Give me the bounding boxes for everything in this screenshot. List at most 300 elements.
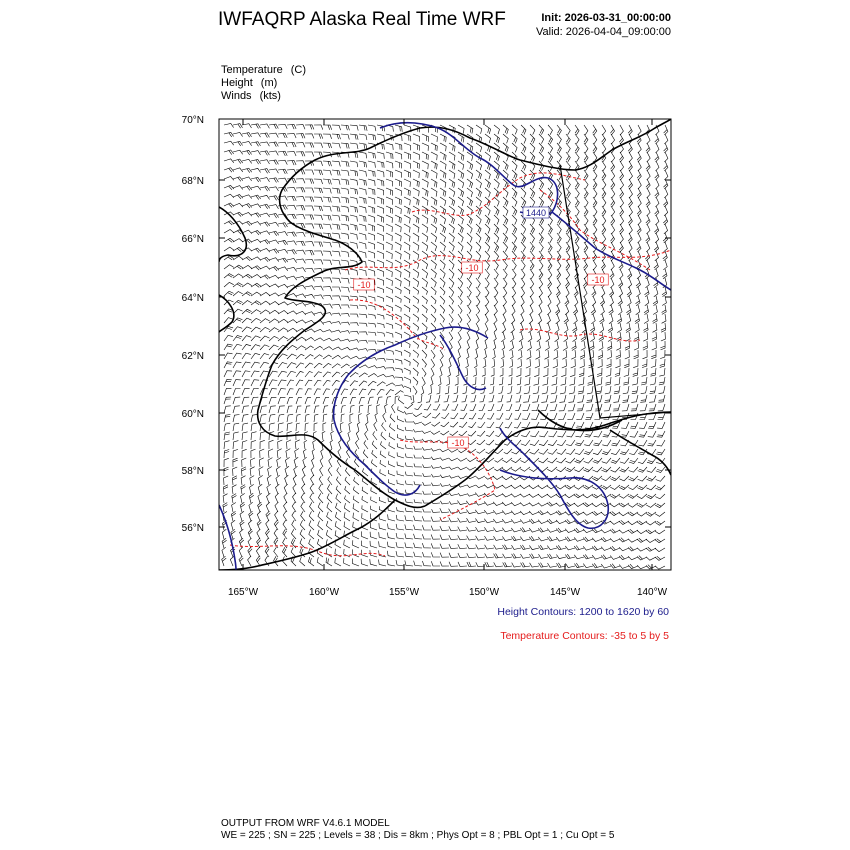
- wind-barb: [437, 386, 441, 394]
- wind-barb: [431, 535, 440, 540]
- wind-barb: [485, 545, 494, 549]
- wind-barb: [269, 214, 279, 219]
- wind-barb: [574, 555, 584, 559]
- wind-barb: [663, 269, 668, 279]
- wind-barb: [601, 555, 611, 560]
- temperature-contour-legend: Temperature Contours: -35 to 5 by 5: [500, 630, 669, 642]
- wind-barb: [278, 380, 286, 386]
- wind-barb: [339, 440, 342, 449]
- wind-barb: [453, 395, 459, 402]
- wind-barb: [301, 511, 305, 521]
- wind-barb: [584, 206, 588, 216]
- wind-barb: [359, 305, 367, 309]
- wind-barb: [646, 197, 650, 207]
- wind-barb: [323, 423, 326, 431]
- wind-barb: [404, 350, 410, 357]
- wind-barb: [233, 239, 243, 242]
- wind-barb: [332, 330, 341, 333]
- wind-barb: [398, 396, 404, 404]
- wind-barb: [386, 287, 392, 293]
- wind-barb: [314, 397, 320, 404]
- wind-barb: [602, 170, 606, 180]
- wind-barb: [450, 431, 458, 436]
- wind-barb: [395, 385, 404, 388]
- wind-barb: [521, 179, 526, 189]
- wind-barb: [503, 305, 506, 315]
- wind-barb: [602, 134, 606, 144]
- wind-barb: [494, 314, 498, 324]
- wind-barb: [646, 512, 656, 516]
- wind-barb: [310, 484, 314, 494]
- wind-barb: [405, 524, 413, 530]
- wind-barb: [353, 496, 359, 503]
- field-name: Winds: [221, 90, 252, 102]
- wind-barb: [512, 161, 517, 170]
- wind-barb: [332, 347, 341, 350]
- wind-barb: [467, 332, 470, 341]
- wind-barb: [467, 527, 476, 531]
- wind-barb: [610, 278, 614, 288]
- wind-barb: [611, 215, 615, 225]
- wind-barb: [395, 233, 401, 241]
- wind-barb: [521, 251, 525, 261]
- wind-barb: [506, 404, 512, 411]
- wind-barb: [386, 170, 393, 177]
- wind-barb: [512, 296, 515, 306]
- wind-barb: [251, 292, 261, 296]
- wind-barb: [629, 458, 638, 464]
- wind-barb: [353, 504, 359, 513]
- field-unit: (kts): [259, 90, 281, 102]
- wind-barb: [502, 467, 512, 471]
- wind-barb: [251, 301, 261, 305]
- wind-barb: [458, 476, 467, 479]
- wind-barb: [404, 332, 410, 339]
- wind-barb: [546, 332, 550, 342]
- wind-barb: [240, 502, 245, 512]
- wind-barb: [646, 547, 656, 551]
- wind-barb: [404, 152, 411, 160]
- wind-barb: [368, 242, 375, 249]
- wind-barb: [475, 350, 478, 359]
- wind-barb: [422, 224, 428, 233]
- wind-barb: [223, 494, 227, 503]
- wind-barb: [395, 179, 402, 187]
- wind-barb: [547, 305, 551, 315]
- wind-barb: [629, 449, 638, 455]
- wind-barb: [647, 458, 656, 464]
- wind-barb: [413, 179, 419, 187]
- wind-barb: [350, 134, 358, 140]
- wind-barb: [598, 350, 603, 359]
- wind-barb: [440, 544, 449, 549]
- wind-barb: [655, 170, 659, 180]
- wind-barb: [223, 503, 228, 512]
- wind-barb: [278, 258, 288, 263]
- wind-barb: [548, 563, 558, 567]
- wind-barb: [326, 548, 332, 557]
- wind-barb: [233, 415, 240, 423]
- wind-barb: [386, 350, 394, 355]
- wind-barb: [353, 487, 359, 495]
- wind-barb: [557, 260, 561, 270]
- wind-barb: [514, 422, 521, 428]
- wind-barb: [368, 224, 375, 231]
- wind-barb: [452, 404, 459, 410]
- wind-barb: [517, 359, 522, 368]
- wind-barb: [224, 168, 234, 173]
- wind-barb: [368, 405, 372, 413]
- wind-barb: [269, 133, 278, 137]
- wind-barb: [296, 277, 306, 281]
- wind-barb: [260, 151, 269, 156]
- wind-barb: [422, 287, 428, 295]
- wind-barb: [466, 350, 469, 359]
- wind-barb: [284, 493, 287, 503]
- wind-barb: [241, 493, 245, 503]
- wind-barb: [345, 468, 350, 476]
- wind-barb: [611, 161, 615, 171]
- wind-barb: [431, 233, 437, 242]
- wind-barb: [548, 152, 553, 162]
- wind-barb: [350, 373, 358, 378]
- wind-barb: [637, 485, 647, 490]
- wind-barb: [583, 296, 587, 306]
- wind-barb: [560, 386, 566, 394]
- wind-barb: [548, 458, 558, 463]
- wind-barb: [242, 142, 252, 146]
- wind-barb: [620, 161, 624, 171]
- wind-barb: [305, 251, 314, 256]
- wind-barb: [556, 555, 566, 559]
- wind-barb: [501, 350, 504, 359]
- wind-barb: [647, 206, 650, 216]
- wind-barb: [330, 440, 333, 449]
- wind-barb: [458, 278, 463, 288]
- wind-barb: [592, 296, 596, 306]
- wind-barb: [477, 449, 486, 453]
- wind-barb: [359, 314, 367, 318]
- wind-barb: [251, 327, 261, 332]
- wind-barb: [286, 449, 290, 458]
- wind-barb: [381, 441, 387, 449]
- wind-barb: [485, 554, 494, 558]
- wind-barb: [618, 278, 622, 288]
- wind-barb: [442, 404, 449, 410]
- wind-barb: [233, 353, 242, 359]
- wind-barb: [340, 423, 343, 432]
- wind-barb: [296, 337, 306, 341]
- wind-barb: [397, 471, 404, 476]
- wind-barb: [467, 553, 476, 558]
- wind-barb: [517, 377, 521, 385]
- wind-barb: [622, 395, 629, 402]
- wind-barb: [332, 215, 340, 221]
- wind-barb: [292, 511, 296, 521]
- wind-barb: [440, 197, 446, 206]
- wind-barb: [274, 529, 278, 539]
- wind-barb: [404, 260, 410, 269]
- wind-barb: [643, 323, 648, 332]
- wind-barb: [314, 363, 322, 368]
- wind-barb: [368, 296, 375, 301]
- wind-barb: [440, 314, 445, 322]
- wind-barb: [242, 371, 250, 377]
- wind-barb: [422, 278, 428, 287]
- wind-barb: [332, 125, 341, 130]
- wind-barb: [350, 381, 358, 386]
- wind-barb: [357, 422, 360, 431]
- wind-barb: [278, 276, 288, 280]
- wind-barb: [505, 413, 512, 419]
- wind-barb: [581, 332, 586, 342]
- wind-barb: [503, 125, 508, 134]
- wind-barb: [645, 278, 649, 288]
- wind-barb: [573, 332, 577, 342]
- wind-barb: [481, 377, 485, 385]
- wind-barb: [591, 305, 596, 315]
- wind-barb: [502, 485, 512, 488]
- wind-barb: [314, 197, 323, 202]
- wind-barb: [608, 332, 612, 342]
- wind-barb: [654, 269, 658, 279]
- wind-barb: [405, 515, 413, 521]
- wind-barb: [260, 222, 270, 227]
- wind-barb: [368, 341, 376, 344]
- wind-barb: [646, 179, 650, 189]
- wind-barb: [646, 565, 656, 569]
- wind-barb: [569, 386, 575, 394]
- wind-barb: [441, 413, 449, 419]
- wind-barb: [583, 520, 593, 524]
- wind-barb: [458, 341, 461, 350]
- wind-barb: [396, 551, 404, 557]
- wind-barb: [449, 526, 458, 531]
- wind-barb: [233, 371, 241, 377]
- wind-barb: [422, 561, 431, 566]
- wind-barb: [449, 260, 454, 269]
- wind-barb: [396, 524, 404, 530]
- wind-barb: [386, 314, 393, 320]
- wind-barb: [359, 134, 367, 140]
- wind-barb: [527, 350, 531, 359]
- wind-barb: [296, 389, 303, 395]
- wind-barb: [536, 341, 540, 351]
- wind-barb: [619, 520, 629, 524]
- wind-barb: [574, 494, 584, 498]
- wind-barb: [460, 413, 467, 419]
- wind-barb: [224, 380, 232, 386]
- wind-barb: [449, 359, 452, 368]
- wind-barb: [344, 522, 350, 531]
- wind-barb: [484, 519, 494, 523]
- wind-barb: [440, 483, 449, 486]
- wind-barb: [564, 323, 568, 333]
- wind-barb: [260, 354, 269, 360]
- wind-barb: [639, 440, 648, 446]
- wind-barb: [571, 359, 576, 368]
- wind-barb: [292, 520, 296, 530]
- wind-barb: [365, 431, 368, 440]
- wind-barb: [539, 152, 544, 162]
- wind-barb: [484, 502, 494, 506]
- wind-barb: [257, 511, 261, 521]
- wind-barb: [422, 368, 426, 377]
- wind-barb: [344, 512, 350, 521]
- wind-barb: [337, 467, 341, 476]
- contour-label: -10: [357, 280, 371, 290]
- wind-barb: [395, 332, 401, 338]
- wind-barb: [300, 520, 305, 530]
- wind-barb: [583, 537, 593, 542]
- wind-barb: [287, 267, 297, 271]
- wind-barb: [574, 538, 584, 542]
- wind-barb: [431, 242, 437, 251]
- wind-barb: [440, 296, 445, 304]
- wind-barb: [520, 527, 530, 532]
- wind-barb: [224, 194, 234, 198]
- wind-barb: [350, 414, 353, 422]
- wind-barb: [556, 467, 566, 472]
- wind-barb: [349, 422, 352, 431]
- wind-barb: [257, 520, 261, 530]
- wind-barb: [610, 296, 614, 306]
- wind-barb: [557, 431, 566, 437]
- wind-barb: [547, 528, 557, 532]
- wind-barb: [224, 274, 234, 278]
- wind-barb: [350, 197, 358, 204]
- wind-barb: [539, 125, 544, 135]
- wind-barb: [584, 467, 594, 472]
- wind-barb: [260, 362, 269, 368]
- wind-barb: [523, 404, 530, 411]
- wind-barb: [449, 296, 454, 304]
- wind-barb: [503, 554, 512, 558]
- wind-barb: [498, 395, 503, 402]
- wind-barb: [283, 520, 287, 530]
- wind-barb: [611, 179, 615, 189]
- wind-barb: [317, 557, 323, 566]
- wind-barb: [538, 510, 548, 514]
- wind-barb: [422, 350, 427, 358]
- wind-barb: [413, 314, 419, 322]
- wind-barb: [413, 134, 420, 142]
- wind-barb: [648, 440, 657, 446]
- wind-barb: [654, 224, 658, 234]
- wind-barb: [314, 389, 321, 395]
- wind-barb: [494, 287, 498, 297]
- wind-barb: [440, 269, 445, 278]
- field-name: Temperature: [221, 64, 283, 76]
- wind-barb: [278, 389, 286, 395]
- wind-barb: [405, 551, 413, 557]
- wind-barb: [476, 197, 481, 206]
- wind-barb: [294, 466, 298, 476]
- wind-barb: [467, 125, 473, 134]
- wind-barb: [269, 178, 278, 183]
- wind-barb: [422, 323, 427, 331]
- wind-barb: [296, 215, 305, 220]
- wind-barb: [323, 215, 331, 220]
- wind-barb: [386, 206, 392, 214]
- wind-barb: [251, 440, 256, 449]
- wind-barb: [539, 269, 543, 279]
- wind-barb: [512, 563, 521, 567]
- wind-barb: [414, 464, 422, 468]
- wind-barb: [511, 314, 515, 324]
- wind-barb: [492, 350, 495, 359]
- wind-barb: [414, 481, 422, 485]
- wind-barb: [368, 215, 375, 222]
- wind-barb: [512, 287, 516, 297]
- wind-barb: [269, 187, 279, 191]
- wind-barb: [574, 511, 584, 515]
- wind-barb: [363, 450, 368, 458]
- wind-barb: [431, 152, 437, 160]
- wind-barb: [494, 296, 498, 306]
- wind-barb: [602, 440, 611, 446]
- wind-barb: [278, 328, 288, 332]
- wind-barb: [341, 161, 349, 167]
- wind-barb: [296, 363, 304, 368]
- wind-barb: [468, 422, 476, 428]
- wind-barb: [512, 224, 517, 234]
- wind-barb: [260, 406, 267, 413]
- wind-barb: [547, 511, 557, 515]
- wind-barb: [454, 386, 458, 394]
- wind-barb: [592, 287, 596, 297]
- wind-barb: [386, 332, 393, 338]
- wind-barb: [656, 179, 659, 189]
- wind-barb: [638, 161, 641, 171]
- wind-barb: [395, 143, 402, 150]
- wind-barb: [507, 395, 512, 402]
- wind-barb: [530, 269, 534, 279]
- wind-barb: [646, 260, 650, 270]
- wind-barb: [224, 203, 234, 207]
- wind-barb: [332, 251, 340, 257]
- wind-barb: [368, 179, 375, 186]
- wind-barb: [305, 286, 315, 290]
- wind-barb: [405, 560, 413, 566]
- wind-barb: [341, 278, 349, 284]
- wind-barb: [305, 259, 314, 264]
- wind-barb: [422, 552, 431, 557]
- wind-barb: [395, 224, 401, 232]
- wind-barb: [274, 538, 278, 548]
- wind-barb: [565, 305, 569, 315]
- wind-barb: [368, 134, 376, 140]
- wind-barb: [634, 341, 639, 350]
- wind-barb: [499, 377, 503, 385]
- wind-barb: [312, 449, 315, 458]
- wind-barb: [432, 492, 441, 495]
- wind-barb: [305, 389, 312, 395]
- wind-barb: [557, 233, 561, 243]
- wind-barb: [224, 406, 231, 413]
- wind-barb: [586, 395, 593, 402]
- wind-barb: [489, 386, 494, 394]
- wind-barb: [250, 476, 254, 485]
- wind-barb: [575, 152, 579, 162]
- wind-barb: [350, 397, 356, 404]
- wind-barb: [606, 368, 611, 377]
- wind-barb: [593, 206, 597, 216]
- wind-barb: [449, 278, 454, 288]
- wind-barb: [413, 233, 419, 242]
- wind-barb: [505, 422, 512, 428]
- wind-barb: [440, 449, 449, 452]
